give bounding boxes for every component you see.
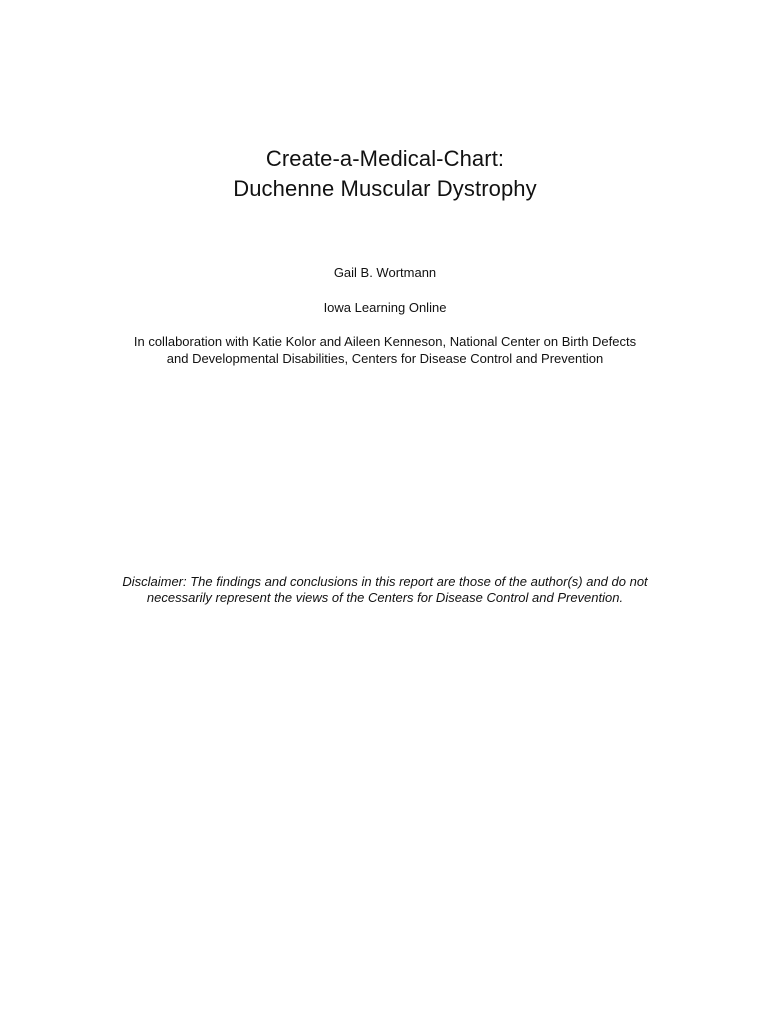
disclaimer [90, 574, 680, 606]
disclaimer-line-2: necessarily represent the views of the Centers for Disease Control and Prevention. [146, 590, 624, 605]
collaboration-line-2: and Developmental Disabilities, Centers for Disease Control and Prevention [166, 351, 604, 366]
author-name: Gail B. Wortmann [333, 265, 437, 280]
collaboration-line-1: In collaboration with Katie Kolor and Aileen Kenneson, National Center on Birth Defects [133, 334, 637, 349]
disclaimer-line-1: Disclaimer: The findings and conclusions in this report are those of the author(s) and do not [122, 574, 648, 589]
collaboration-note [100, 333, 670, 367]
document-title [0, 144, 770, 204]
title-line-2: Duchenne Muscular Dystrophy [233, 176, 537, 201]
title-line-1: Create-a-Medical-Chart: [265, 146, 505, 171]
organization-name: Iowa Learning Online [323, 300, 447, 315]
